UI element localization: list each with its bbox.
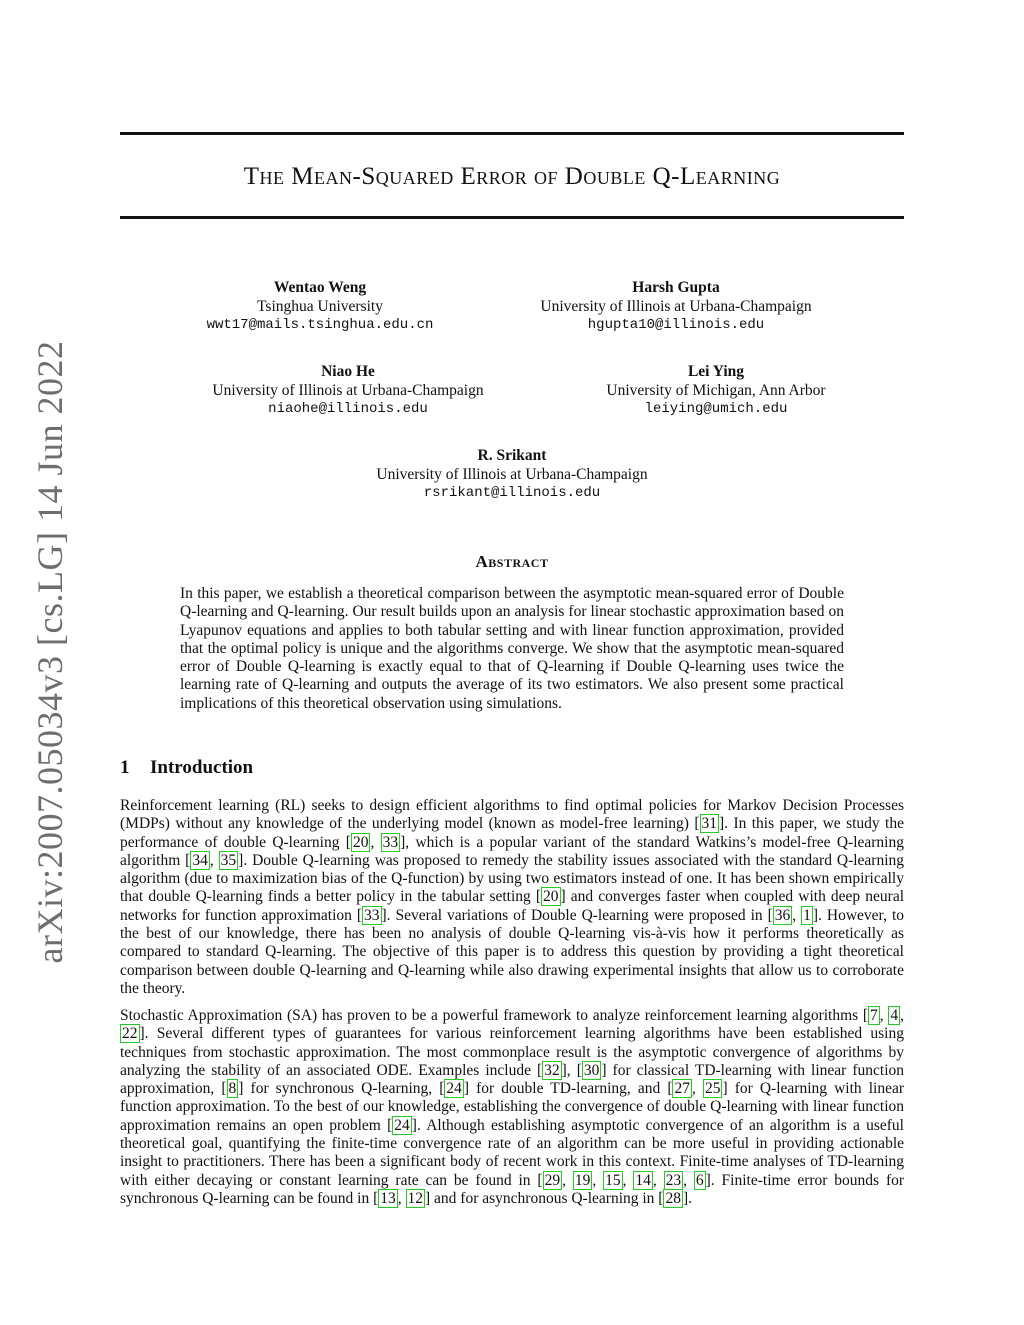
- author-affiliation: University of Illinois at Urbana-Champaign: [540, 297, 812, 315]
- paragraph-text: ], which is a popular variant of the standard Watkins’s model-free Q-learning algorithm [: [120, 833, 904, 869]
- paragraph-text: ] for double TD-learning, and [: [463, 1080, 673, 1098]
- author-name: Harsh Gupta: [632, 279, 720, 296]
- author-block: [520, 279, 832, 335]
- paragraph-text: ,: [792, 906, 802, 924]
- abstract-heading: Abstract: [475, 552, 549, 571]
- paragraph-text: ]. Double Q-learning was proposed to remedy the stability issues associated with the standard Q-learning algorithm (due to maximization bias of the Q-function) by using two estimators instead of one. It has been shown empirically that double Q-learning finds a better policy in the tabular setting [: [120, 851, 905, 906]
- author-affiliation: University of Illinois at Urbana-Champaign: [212, 381, 484, 399]
- paragraph-text: ,: [683, 1171, 694, 1189]
- paragraph-text: ,: [900, 1007, 905, 1024]
- citation-link[interactable]: 33: [382, 833, 399, 851]
- arxiv-stamp-text: arXiv:2007.05034v3 [cs.LG] 14 Jun 2022: [30, 340, 70, 964]
- paragraph-text: ].: [682, 1189, 693, 1207]
- abstract-text: In this paper, we establish a theoretical comparison between the asymptotic mean-squared error of Double Q-learning and Q-learning. Our result builds upon an analysis for linear stochastic approximation based on Lyapunov equations and applies to both tabular setting and with linear function approximation, provided that the optimal policy is unique and the algorithms converge. We show that the asymptotic mean-squared error of Double Q-learning is exactly equal to that of Q-learning if Double Q-learning uses twice the learning rate of Q-learning and outputs the average of its two estimators. We also present some practical implications of this theoretical observation using simulations.: [180, 585, 844, 712]
- paragraph-text: ]. In this paper, we study the performance of double Q-learning [: [120, 815, 904, 851]
- citation-link[interactable]: 24: [446, 1080, 462, 1098]
- citation-link[interactable]: 23: [665, 1171, 682, 1189]
- author-email[interactable]: wwt17@mails.tsinghua.edu.cn: [206, 317, 434, 333]
- author-block: [566, 363, 866, 419]
- citation-link[interactable]: 7: [870, 1007, 878, 1024]
- citation-link[interactable]: 22: [122, 1025, 138, 1043]
- title-rule-top: [120, 132, 904, 135]
- paragraph-text: Reinforcement learning (RL) seeks to design efficient algorithms to find optimal policies for Markov Decision Processes (MDPs) without any knowledge of the underlying model (known as model-free learning) [: [120, 797, 904, 833]
- paragraph-text: ] for classical TD-learning with linear function approximation, [: [120, 1061, 904, 1098]
- citation-link[interactable]: 28: [665, 1189, 681, 1207]
- paragraph-text: ,: [209, 851, 219, 869]
- paragraph-text: ]. Several variations of Double Q-learning were proposed in [: [381, 906, 773, 924]
- intro-paragraph-2: [120, 1007, 904, 1208]
- citation-link[interactable]: 34: [192, 851, 208, 869]
- citation-link[interactable]: 36: [774, 906, 791, 924]
- paragraph-text: ] for synchronous Q-learning, [: [238, 1080, 445, 1098]
- citation-link[interactable]: 8: [228, 1080, 237, 1098]
- citation-link[interactable]: 4: [890, 1007, 899, 1024]
- citation-link[interactable]: 32: [544, 1061, 560, 1079]
- author-affiliation: Tsinghua University: [257, 297, 383, 315]
- author-email[interactable]: niaohe@illinois.edu: [268, 401, 428, 417]
- citation-link[interactable]: 14: [635, 1171, 651, 1189]
- paragraph-text: ,: [879, 1007, 889, 1024]
- paragraph-text: ] and converges faster when coupled with deep neural networks for function approximation [: [120, 888, 905, 924]
- author-block: [190, 363, 506, 419]
- paragraph-text: ,: [370, 833, 381, 851]
- citation-link[interactable]: 29: [544, 1171, 561, 1189]
- citation-link[interactable]: 31: [701, 815, 718, 833]
- author-email[interactable]: rsrikant@illinois.edu: [423, 485, 601, 501]
- author-email[interactable]: leiying@umich.edu: [644, 401, 788, 417]
- author-name: Wentao Weng: [273, 279, 367, 296]
- paragraph-text: ]. Several different types of guarantees for various reinforcement learning algorithms have been established using techniques from stochastic approximation. The most commonplace result is the asymptotic convergence of algorithms by analyzing the stability of an associated ODE. Examples include [: [120, 1025, 904, 1079]
- citation-link[interactable]: 20: [543, 888, 559, 906]
- paper-title: The Mean-Squared Error of Double Q-Learning: [243, 163, 781, 190]
- citation-link[interactable]: 20: [352, 833, 369, 851]
- author-affiliation: University of Illinois at Urbana-Champaign: [376, 465, 648, 483]
- citation-link[interactable]: 24: [394, 1116, 410, 1134]
- citation-link[interactable]: 25: [704, 1080, 721, 1098]
- citation-link[interactable]: 13: [380, 1189, 396, 1207]
- citation-link[interactable]: 19: [574, 1171, 591, 1189]
- paragraph-text: ,: [652, 1171, 664, 1189]
- citation-link[interactable]: 27: [674, 1080, 690, 1098]
- section-number: 1: [120, 757, 130, 778]
- section-heading: [120, 757, 253, 779]
- author-name: R. Srikant: [477, 447, 547, 464]
- paragraph-text: ,: [691, 1080, 703, 1098]
- paragraph-text: ,: [622, 1171, 634, 1189]
- section-title: Introduction: [150, 757, 254, 778]
- citation-link[interactable]: 30: [583, 1061, 600, 1079]
- intro-paragraph-1: [120, 797, 904, 998]
- citation-link[interactable]: 6: [695, 1171, 704, 1189]
- paragraph-text: ]. Although establishing asymptotic convergence of an algorithm is a useful theoretical goal, quantifying the finite-time convergence rate of an algorithm can be more useful in providing actionable insight to practitioners. There has been a significant body of recent work in this context. Finite-time analyses of TD-learning with either decaying or constant learning rate can be found in [: [120, 1116, 904, 1189]
- paragraph-text: ] and for asynchronous Q-learning in [: [425, 1189, 664, 1207]
- citation-link[interactable]: 35: [220, 851, 237, 869]
- title-rule-bottom: [120, 216, 904, 219]
- citation-link[interactable]: 33: [364, 906, 380, 924]
- author-name: Lei Ying: [687, 363, 745, 380]
- paragraph-text: ,: [592, 1171, 604, 1189]
- author-block: [170, 279, 470, 335]
- author-affiliation: University of Michigan, Ann Arbor: [606, 381, 826, 399]
- paragraph-text: Stochastic Approximation (SA) has proven to be a powerful framework to analyze reinforcement learning algorithms [: [120, 1007, 869, 1024]
- paragraph-text: ], [: [561, 1061, 582, 1079]
- paragraph-text: ] for Q-learning with linear function approximation. To the best of our knowledge, establishing the convergence of double Q-learning with linear function approximation remains an open problem [: [120, 1080, 905, 1134]
- author-name: Niao He: [321, 363, 375, 380]
- author-email[interactable]: hgupta10@illinois.edu: [587, 317, 765, 333]
- paragraph-text: ,: [397, 1189, 406, 1207]
- paragraph-text: ,: [562, 1171, 573, 1189]
- paragraph-text: ]. However, to the best of our knowledge, there has been no analysis of double Q-learning vis-à-vis how it performs theoretically as compared to standard Q-learning. The objective of this paper is to address this question by providing a tight theoretical comparison between double Q-learning and Q-learning while also drawing experimental insights that allow us to corroborate the theory.: [120, 906, 904, 997]
- citation-link[interactable]: 1: [803, 906, 811, 924]
- author-block: [352, 447, 672, 503]
- paragraph-text: ]. Finite-time error bounds for synchronous Q-learning can be found in [: [120, 1171, 905, 1207]
- citation-link[interactable]: 12: [407, 1189, 424, 1207]
- citation-link[interactable]: 15: [605, 1171, 621, 1189]
